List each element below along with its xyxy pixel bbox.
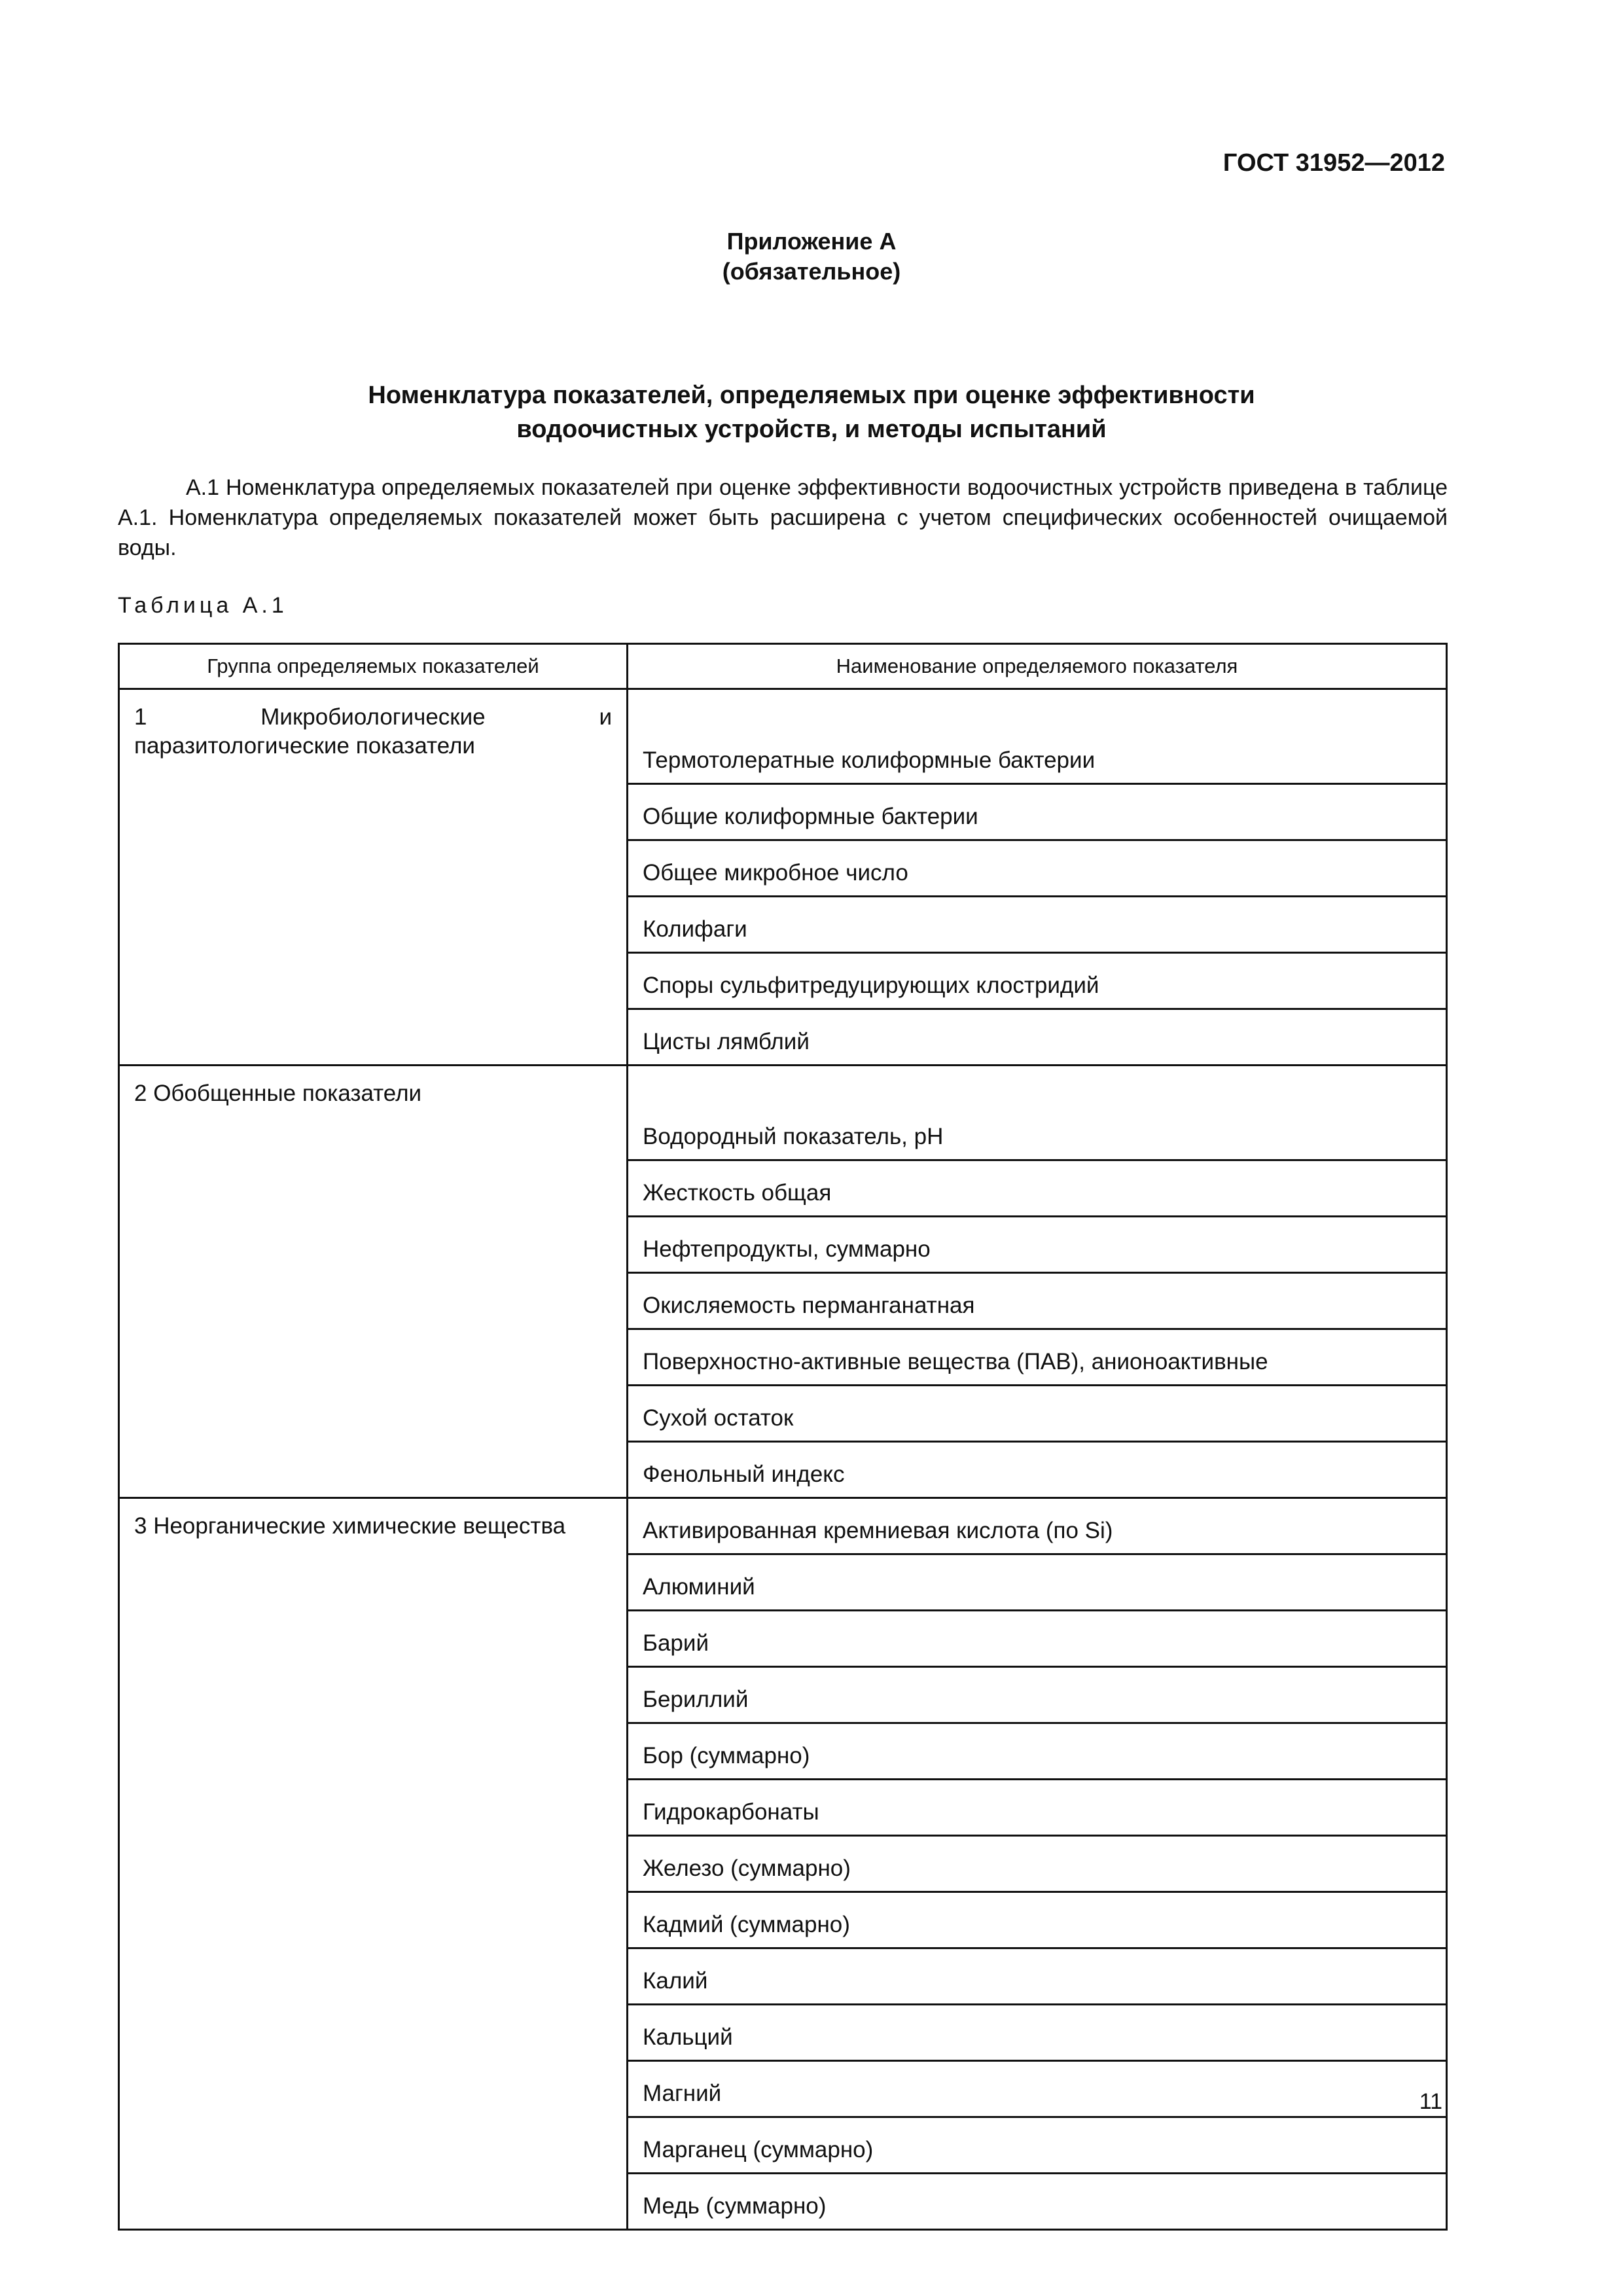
annex-label: Приложение А — [726, 228, 897, 255]
indicator-cell: Медь (суммарно) — [628, 2174, 1447, 2230]
indicator-cell: Бор (суммарно) — [628, 1723, 1447, 1780]
indicator-cell: Марганец (суммарно) — [628, 2117, 1447, 2174]
column-header-group: Группа определяемых показателей — [119, 644, 628, 689]
indicator-cell: Колифаги — [628, 897, 1447, 953]
document-code: ГОСТ 31952—2012 — [1222, 149, 1445, 177]
indicator-cell: Водородный показатель, pH — [628, 1066, 1447, 1160]
table-row — [119, 689, 1447, 784]
section-title — [0, 378, 1623, 446]
indicator-cell: Цисты лямблий — [628, 1009, 1447, 1066]
section-title-line-1: Номенклатура показателей, определяемых при оценке эффективности — [368, 382, 1255, 409]
page-number: 11 — [1419, 2089, 1442, 2114]
indicator-cell: Калий — [628, 1948, 1447, 2005]
table-body — [119, 689, 1447, 2230]
section-title-line-2: водоочистных устройств, и методы испытаний — [516, 416, 1107, 443]
table-caption: Таблица А.1 — [118, 593, 288, 618]
indicator-cell: Барий — [628, 1611, 1447, 1667]
indicator-cell: Нефтепродукты, суммарно — [628, 1217, 1447, 1273]
indicator-cell: Кальций — [628, 2005, 1447, 2061]
indicator-cell: Фенольный индекс — [628, 1442, 1447, 1498]
indicator-cell: Сухой остаток — [628, 1386, 1447, 1442]
indicator-cell: Кадмий (суммарно) — [628, 1892, 1447, 1948]
annex-status: (обязательное) — [722, 258, 901, 285]
indicator-cell: Окисляемость перманганатная — [628, 1273, 1447, 1329]
table-header-row — [119, 644, 1447, 689]
group-cell: 1 Микробиологические и паразитологические показатели — [119, 689, 628, 1066]
indicators-table — [118, 643, 1448, 2231]
indicator-cell: Алюминий — [628, 1554, 1447, 1611]
indicator-cell: Железо (суммарно) — [628, 1836, 1447, 1892]
group-cell: 3 Неорганические химические вещества — [119, 1498, 628, 2230]
table-row — [119, 1498, 1447, 1554]
indicator-cell: Гидрокарбонаты — [628, 1780, 1447, 1836]
indicator-cell: Магний — [628, 2061, 1447, 2117]
indicator-cell: Поверхностно-активные вещества (ПАВ), анионоактивные — [628, 1329, 1447, 1386]
annex-heading — [0, 226, 1623, 287]
indicator-cell: Активированная кремниевая кислота (по Si) — [628, 1498, 1447, 1554]
indicator-cell: Общее микробное число — [628, 840, 1447, 897]
indicator-cell: Термотолератные колиформные бактерии — [628, 689, 1447, 784]
intro-paragraph: А.1 Номенклатура определяемых показателей при оценке эффективности водоочистных устройств приведена в таблице А.1. Номенклатура определяемых показателей может быть расширена с учетом специфических особенностей очищаемой воды. — [118, 475, 1448, 560]
indicator-cell: Жесткость общая — [628, 1160, 1447, 1217]
group-cell: 2 Обобщенные показатели — [119, 1066, 628, 1498]
indicator-cell: Бериллий — [628, 1667, 1447, 1723]
column-header-indicator: Наименование определяемого показателя — [628, 644, 1447, 689]
table-row — [119, 1066, 1447, 1160]
indicator-cell: Споры сульфитредуцирующих клостридий — [628, 953, 1447, 1009]
indicator-cell: Общие колиформные бактерии — [628, 784, 1447, 840]
